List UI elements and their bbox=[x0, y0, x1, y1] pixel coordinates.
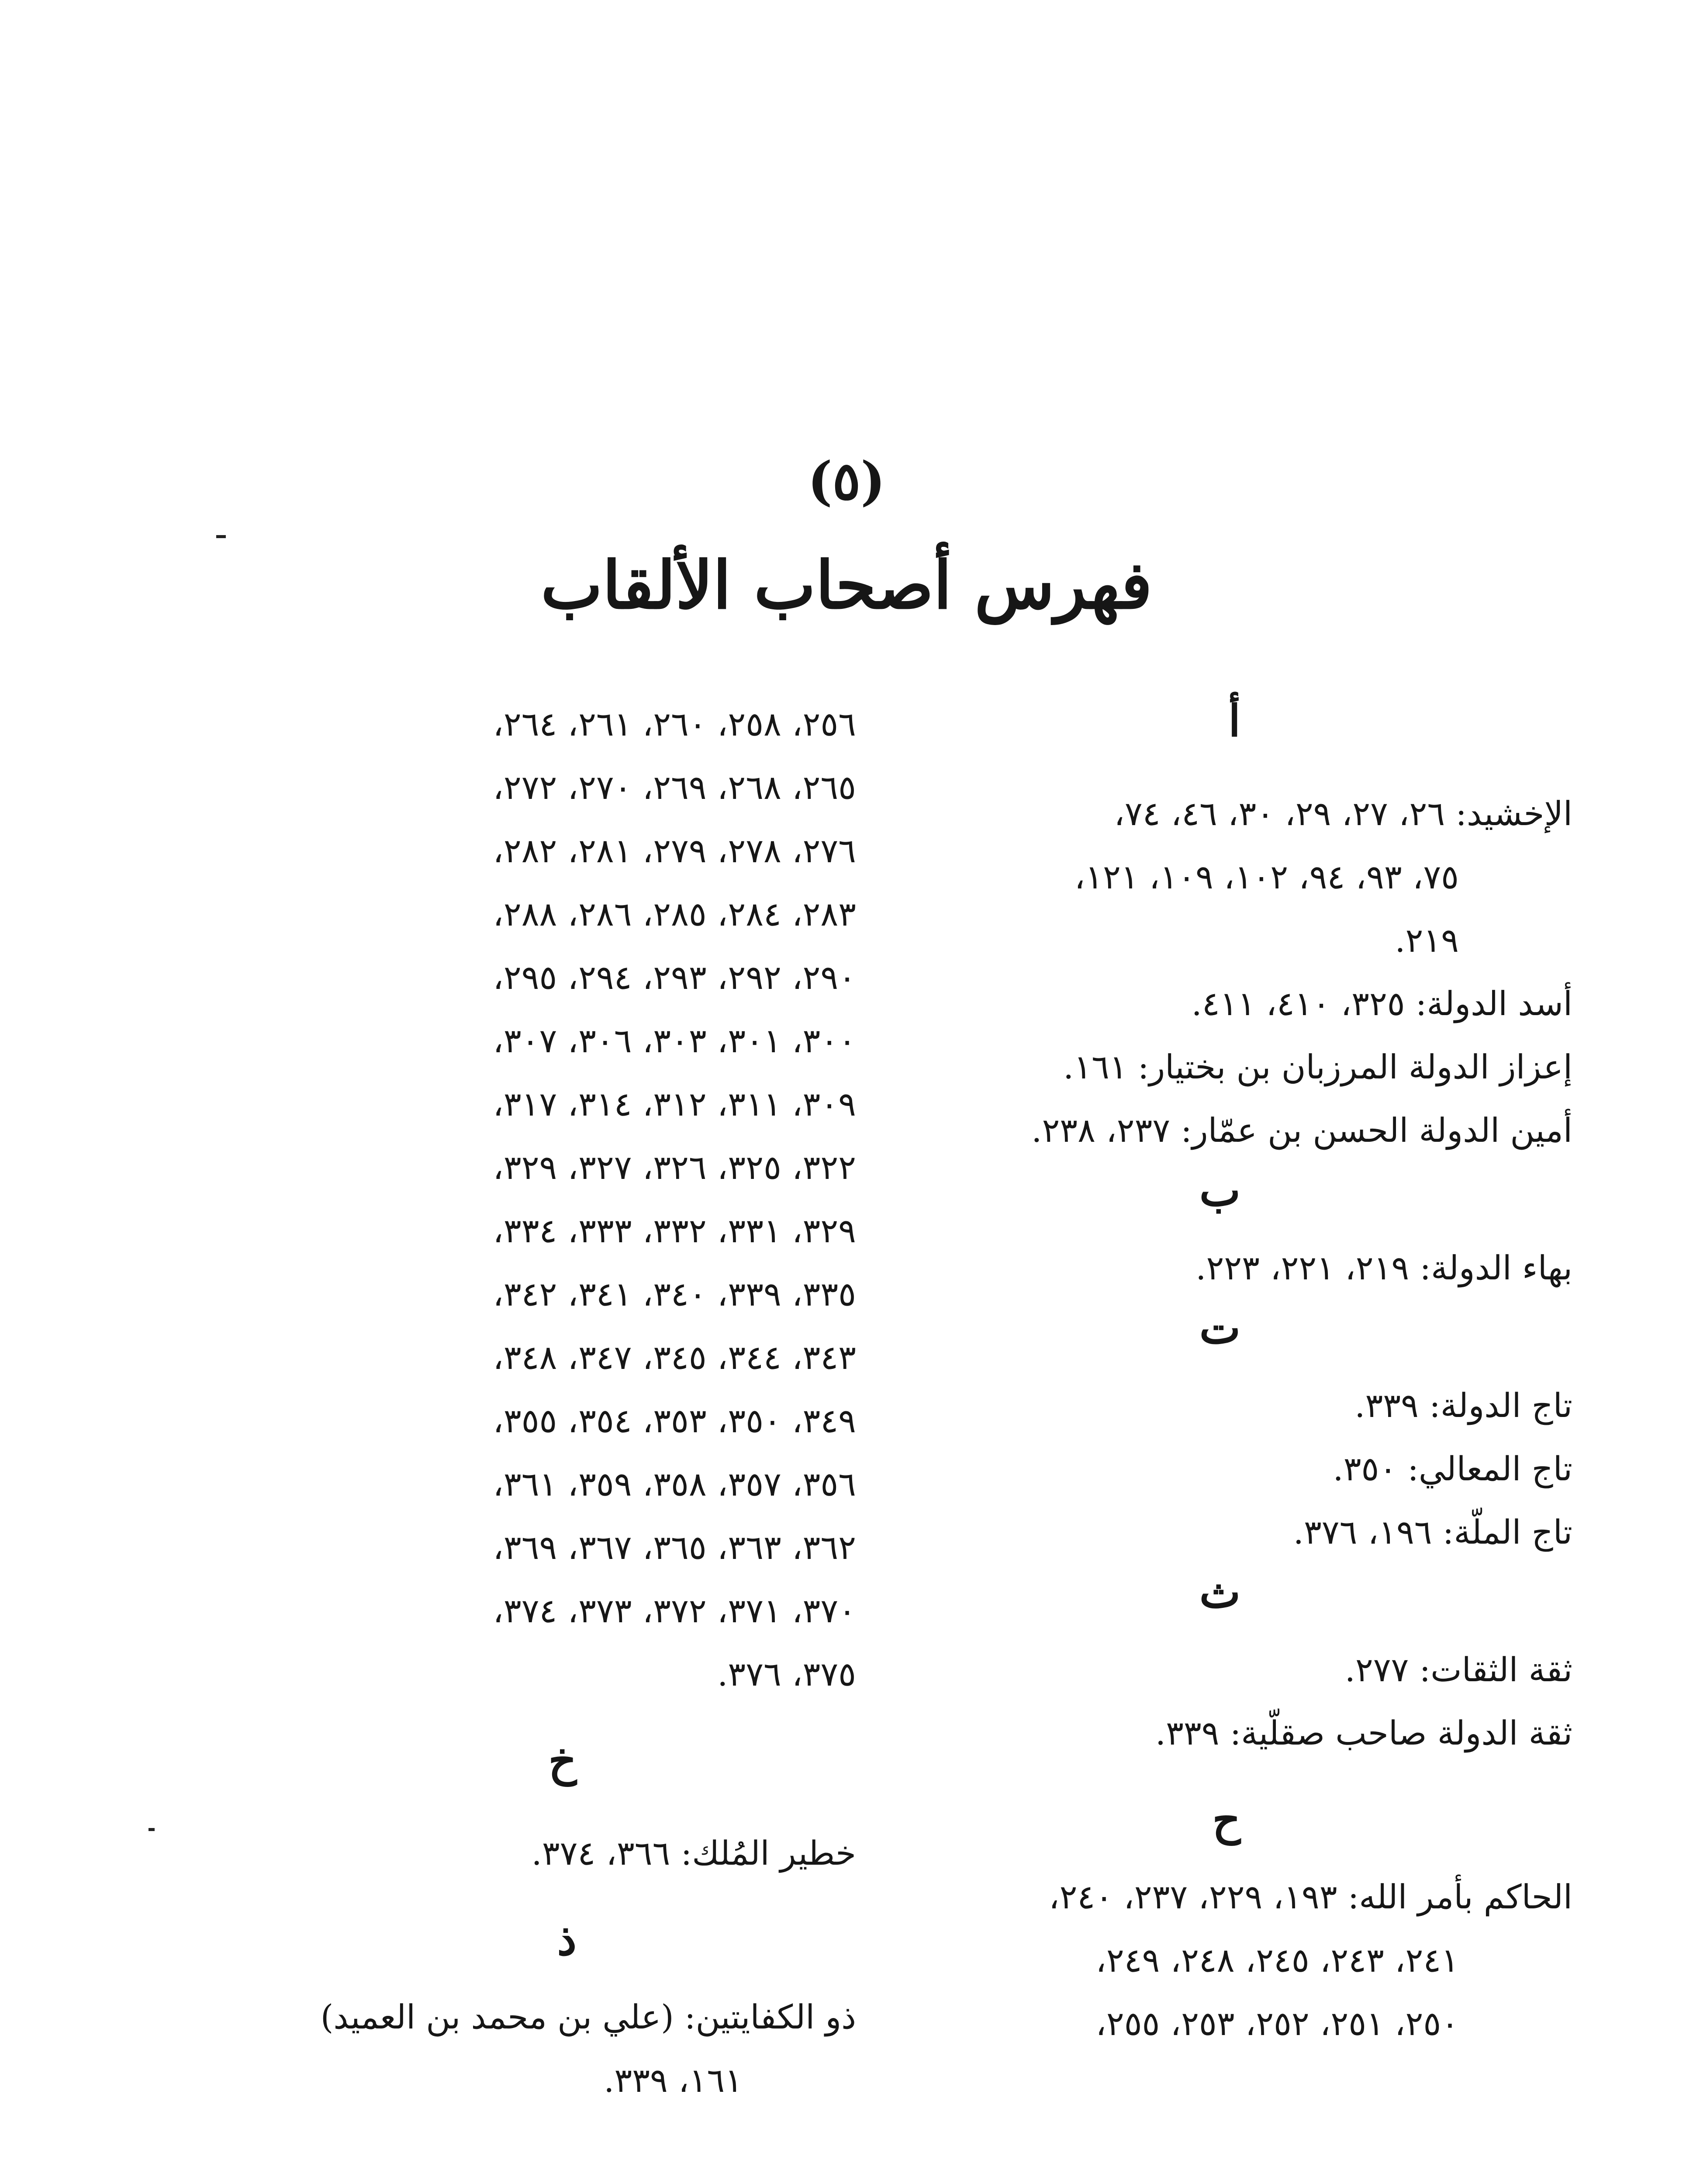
index-entry-ikhshid bbox=[874, 782, 1572, 845]
letter-heading-ta: ت bbox=[1199, 1302, 1240, 1354]
page-list-line: ٣٤٣، ٣٤٤، ٣٤٥، ٣٤٧، ٣٤٨، bbox=[493, 1338, 856, 1377]
index-entry-baha: بهاء الدولة: ٢١٩، ٢٢١، ٢٢٣. bbox=[1195, 1248, 1572, 1287]
entry-pages: ٢٦، ٢٧، ٢٩، ٣٠، ٤٦، ٧٤، bbox=[1114, 794, 1445, 833]
page-list-line: ٣٧٥، ٣٧٦. bbox=[717, 1655, 856, 1693]
entry-continuation: ٢١٩. bbox=[1395, 921, 1459, 960]
hakim-page-list bbox=[210, 692, 856, 1706]
left-column bbox=[210, 692, 856, 2112]
scan-mark bbox=[149, 1828, 155, 1831]
scan-mark bbox=[216, 535, 226, 538]
page-title: فهرس أصحاب الألقاب bbox=[541, 547, 1152, 624]
index-entry-dhu-kifayatayn: ذو الكفايتين: (علي بن محمد بن العميد) bbox=[320, 1997, 856, 2036]
index-entry-taj-dawla: تاج الدولة: ٣٣٩. bbox=[1354, 1386, 1572, 1425]
page-list-line: ٣٥٦، ٣٥٧، ٣٥٨، ٣٥٩، ٣٦١، bbox=[493, 1465, 856, 1503]
entry-continuation: ٧٥، ٩٣، ٩٤، ١٠٢، ١٠٩، ١٢١، bbox=[1074, 857, 1459, 896]
right-column bbox=[874, 692, 1572, 2055]
page-list-line: ٢٩٠، ٢٩٢، ٢٩٣، ٢٩٤، ٢٩٥، bbox=[493, 958, 856, 997]
letter-heading-alif: أ bbox=[1228, 695, 1240, 746]
section-number: (٥) bbox=[807, 450, 885, 512]
index-entry-thiqat-dawla: ثقة الدولة صاحب صقلّية: ٣٣٩. bbox=[1155, 1714, 1572, 1752]
index-entry-thiqat-thiqat: ثقة الثقات: ٢٧٧. bbox=[1344, 1650, 1572, 1689]
index-entry-khatir: خطير المُلك: ٣٦٦، ٣٧٤. bbox=[531, 1834, 856, 1873]
index-entry-taj-maali: تاج المعالي: ٣٥٠. bbox=[1333, 1449, 1572, 1488]
page-list-line: ٣٧٠، ٣٧١، ٣٧٢، ٣٧٣، ٣٧٤، bbox=[493, 1591, 856, 1630]
entry-continuation: ٢٤١، ٢٤٣، ٢٤٥، ٢٤٨، ٢٤٩، bbox=[1095, 1941, 1459, 1980]
page-list-line: ٣٢٩، ٣٣١، ٣٣٢، ٣٣٣، ٣٣٤، bbox=[493, 1211, 856, 1250]
page-list-line: ٣٢٢، ٣٢٥، ٣٢٦، ٣٢٧، ٣٢٩، bbox=[493, 1148, 856, 1187]
index-entry-izaz: إعزاز الدولة المرزبان بن بختيار: ١٦١. bbox=[1063, 1047, 1572, 1086]
letter-heading-tha: ث bbox=[1199, 1566, 1240, 1618]
letter-heading-dhal: ذ bbox=[557, 1914, 577, 1965]
index-entry-asad: أسد الدولة: ٣٢٥، ٤١٠، ٤١١. bbox=[1191, 984, 1572, 1023]
entry-pages: ١٩٣، ٢٢٩، ٢٣٧، ٢٤٠، bbox=[1049, 1877, 1337, 1916]
page-list-line: ٣٠٠، ٣٠١، ٣٠٣، ٣٠٦، ٣٠٧، bbox=[493, 1021, 856, 1060]
page-list-line: ٣٦٢، ٣٦٣، ٣٦٥، ٣٦٧، ٣٦٩، bbox=[493, 1528, 856, 1567]
page-list-line: ٣٣٥، ٣٣٩، ٣٤٠، ٣٤١، ٣٤٢، bbox=[493, 1275, 856, 1313]
index-entry-hakim bbox=[874, 1865, 1572, 1928]
letter-heading-ba: ب bbox=[1199, 1165, 1240, 1216]
entry-label: الإخشيد: bbox=[1455, 794, 1572, 833]
page-list-line: ٣٠٩، ٣١١، ٣١٢، ٣١٤، ٣١٧، bbox=[493, 1085, 856, 1123]
page-list-line: ٢٦٥، ٢٦٨، ٢٦٩، ٢٧٠، ٢٧٢، bbox=[493, 768, 856, 807]
entry-continuation: ٢٥٠، ٢٥١، ٢٥٢، ٢٥٣، ٢٥٥، bbox=[1095, 2004, 1459, 2043]
index-entry-amin: أمين الدولة الحسن بن عمّار: ٢٣٧، ٢٣٨. bbox=[1031, 1111, 1572, 1150]
page-list-line: ٢٨٣، ٢٨٤، ٢٨٥، ٢٨٦، ٢٨٨، bbox=[493, 895, 856, 933]
index-entry-taj-milla: تاج الملّة: ١٩٦، ٣٧٦. bbox=[1293, 1513, 1572, 1552]
page-list-line: ٢٥٦، ٢٥٨، ٢٦٠، ٢٦١، ٢٦٤، bbox=[493, 705, 856, 743]
letter-heading-kha: خ bbox=[548, 1735, 577, 1786]
page-list-line: ٢٧٦، ٢٧٨، ٢٧٩، ٢٨١، ٢٨٢، bbox=[493, 831, 856, 870]
letter-heading-ha: ح bbox=[1212, 1794, 1240, 1845]
page-list-line: ٣٤٩، ٣٥٠، ٣٥٣، ٣٥٤، ٣٥٥، bbox=[493, 1401, 856, 1440]
entry-continuation: ١٦١، ٣٣٩. bbox=[604, 2061, 743, 2100]
entry-label: الحاكم بأمر الله: bbox=[1347, 1877, 1572, 1916]
